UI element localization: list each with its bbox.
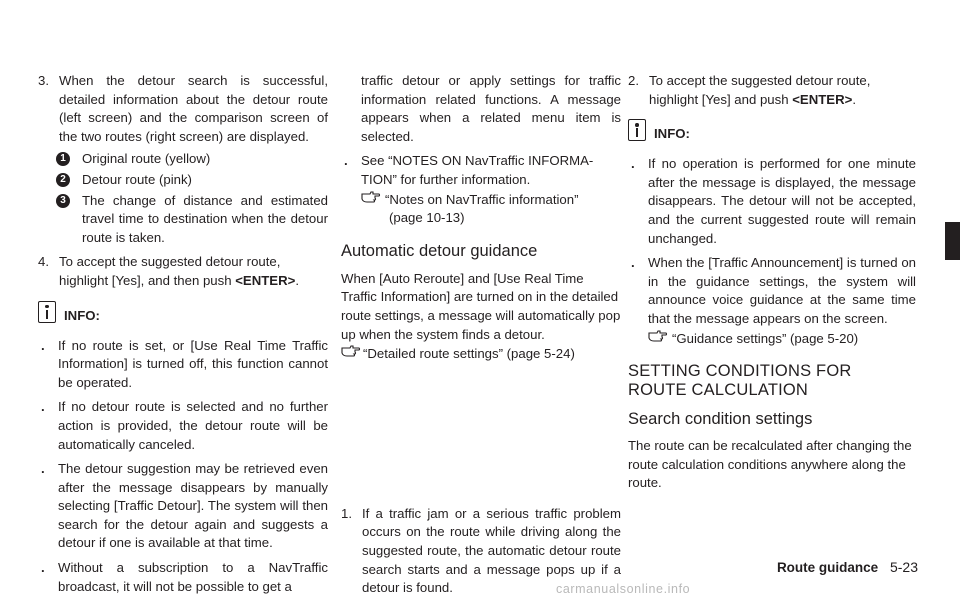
section-heading: Search condition settings (628, 410, 813, 429)
bullet-text: If no route is set, or [Use Real Time Traffic Information] is turned off, this function cannot be operated. (58, 337, 328, 390)
circle-number-icon: 2 (56, 173, 70, 187)
sub-item-2 (38, 171, 328, 190)
step-2 (628, 72, 916, 109)
bullet-text: If no operation is performed for one minute after the message is displayed, the message disappears. The detour will not be accepted, and the current suggested route will remain unchanged. (648, 156, 916, 246)
continued-text: traffic detour or apply settings for traffic information related functions. A message appears when a related menu item is selected. (361, 73, 621, 144)
page-footer (777, 559, 918, 575)
info-bullet (38, 398, 328, 454)
bullet-text: The detour suggestion may be retrieved even after the message disappears by manually selecting [Traffic Detour]. The system will then search for the detour again and suggests a detour if one is available at that time. (58, 461, 328, 551)
middle-column (341, 72, 621, 598)
info-bullet (628, 254, 916, 328)
reference-notes[interactable] (341, 191, 621, 228)
enter-key-label: <ENTER> (792, 91, 853, 107)
info-label: INFO: (654, 126, 690, 142)
step-number: 4. (38, 254, 49, 270)
info-bullet (38, 460, 328, 553)
info-icon (38, 301, 56, 323)
info-bullet (628, 155, 916, 248)
info-icon (628, 119, 646, 141)
bullet-text: Without a subscription to a NavTraffic broadcast, it will not be possible to get a (58, 560, 328, 594)
step-number: 1. (341, 505, 352, 521)
info-heading (38, 301, 328, 331)
bullet-icon: . (344, 153, 348, 169)
info-bullet (38, 337, 328, 393)
bullet-text: If no detour route is selected and no further action is provided, the detour route will be automatically canceled. (58, 399, 328, 452)
circle-number-icon: 3 (56, 194, 70, 208)
step-end: . (295, 272, 300, 288)
info-bullet (38, 559, 328, 596)
sub-item-text: The change of distance and estimated travel time to destination when the detour route is taken. (82, 192, 328, 245)
bullet-icon: . (41, 399, 45, 415)
section-heading: Automatic detour guidance (341, 241, 538, 260)
step-number: 2. (628, 73, 639, 88)
bullet-text: See “NOTES ON NavTraffic INFORMA-TION” for further information. (361, 153, 594, 187)
step-3 (38, 72, 328, 146)
bullet-icon: . (631, 156, 635, 172)
right-column (628, 72, 916, 493)
sub-item-text: Detour route (pink) (82, 171, 192, 187)
step-text: When the detour search is successful, detailed information about the detour route (left screen) and the comparison screen of the two routes (right screen) are displayed. (59, 73, 328, 144)
pointing-hand-icon (648, 330, 668, 349)
reference-link: “Detailed route settings” (page 5-24) (363, 346, 575, 362)
paragraph: The route can be recalculated after changing the route calculation conditions anywhere along the route. (628, 438, 912, 491)
bullet-icon: . (631, 255, 635, 271)
circle-number-icon: 1 (56, 152, 70, 166)
reference-link: “Guidance settings” (page 5-20) (672, 330, 859, 346)
pointing-hand-icon (341, 345, 361, 364)
info-label: INFO: (64, 307, 100, 323)
sub-item-text: Original route (yellow) (82, 151, 211, 167)
paragraph: When [Auto Reroute] and [Use Real Time Traffic Information] are turned on in the detailed route settings, a message will automatically pop up when the system finds a detour. (341, 270, 621, 342)
step-text: To accept the suggested detour route, highlight [Yes] and push (649, 73, 871, 107)
bullet-text: When the [Traffic Announcement] is turned on in the guidance settings, the system will announce voice guidance at the same time that the message appears on the screen. (648, 255, 916, 326)
section-name: Route guidance (776, 560, 879, 575)
step-end: . (852, 91, 857, 107)
see-bullet (341, 152, 621, 189)
enter-key-label: <ENTER> (235, 272, 296, 288)
sub-item-3 (38, 192, 328, 248)
reference-link: “Notes on NavTraffic information” (385, 191, 579, 207)
left-column (38, 72, 328, 596)
pointing-hand-icon (361, 191, 381, 210)
step-4 (38, 253, 328, 290)
bullet-icon: . (41, 337, 45, 353)
page-number: 5-23 (889, 559, 918, 575)
info-heading (628, 119, 916, 149)
watermark: carmanualsonline.info (556, 582, 691, 596)
step-text: To accept the suggested detour route, highlight [Yes], and then push (59, 254, 281, 288)
step-number: 3. (38, 73, 49, 88)
bullet-icon: . (41, 461, 45, 477)
reference-page: (page 10-13) (389, 210, 465, 226)
reference-detailed-route[interactable] (341, 345, 621, 364)
step-text: If a traffic jam or a serious traffic problem occurs on the route while driving along the suggested route, the automatic detour route search starts and a message pops up if a detour is found. (362, 505, 621, 596)
reference-guidance-settings[interactable] (628, 330, 916, 349)
chapter-tab (945, 222, 960, 260)
major-heading: SETTING CONDITIONS FOR ROUTE CALCULATION (628, 362, 852, 400)
bullet-icon: . (41, 560, 45, 576)
sub-item-1 (38, 150, 328, 169)
